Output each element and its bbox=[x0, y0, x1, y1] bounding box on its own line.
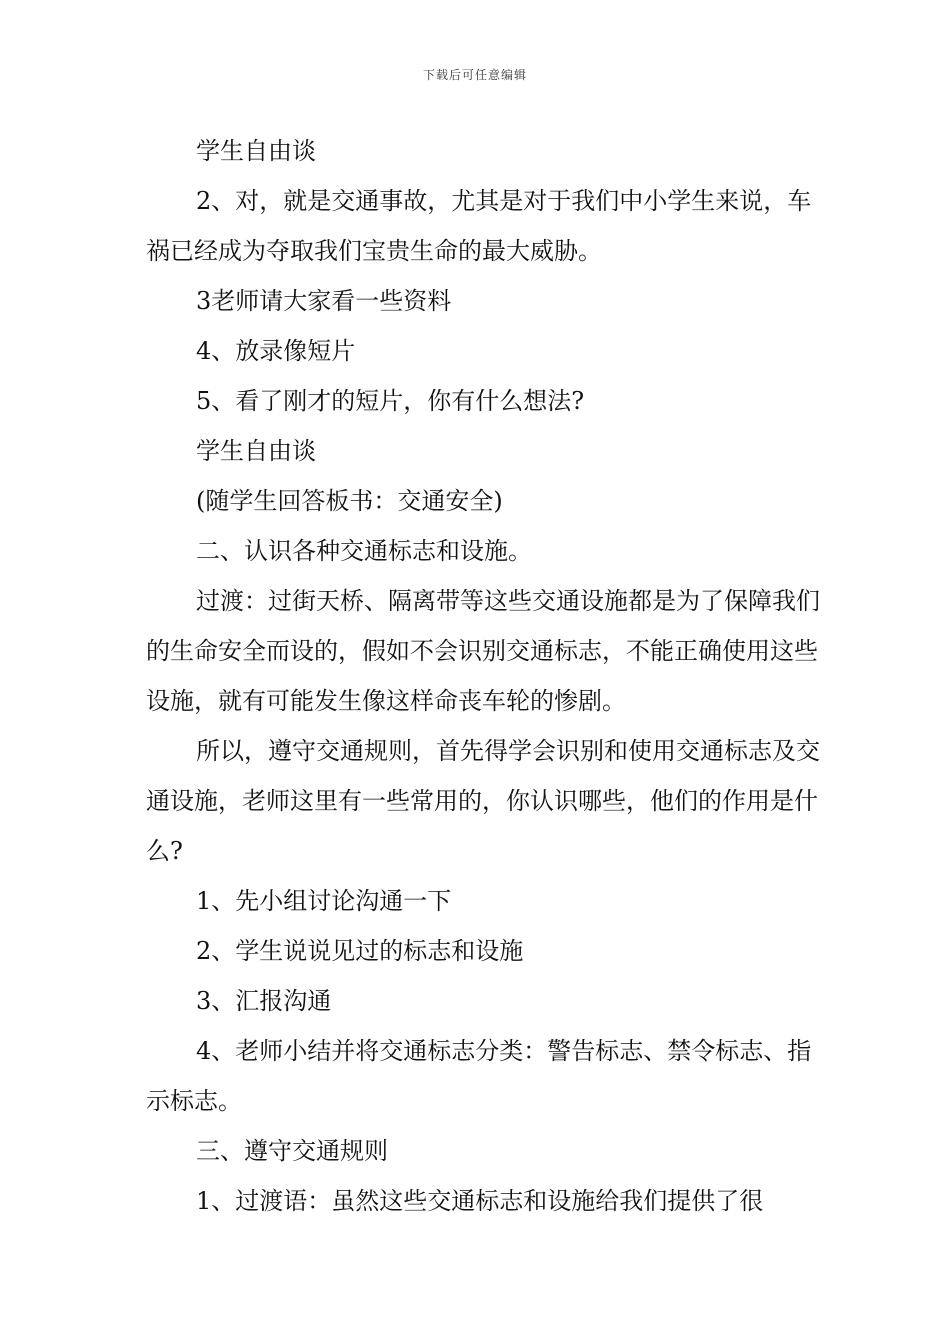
document-body bbox=[146, 126, 826, 1226]
paragraph: 2、学生说说见过的标志和设施 bbox=[196, 937, 524, 965]
paragraph: 学生自由谈 bbox=[196, 437, 316, 465]
paragraph: 4、老师小结并将交通标志分类：警告标志、禁令标志、指示标志。 bbox=[146, 1037, 812, 1115]
paragraph: 5、看了刚才的短片，你有什么想法? bbox=[196, 387, 585, 415]
paragraph: 1、先小组讨论沟通一下 bbox=[196, 887, 452, 915]
section-heading: 二、认识各种交通标志和设施。 bbox=[196, 537, 532, 565]
page-header: 下载后可任意编辑 bbox=[422, 68, 527, 82]
paragraph: 过渡：过街天桥、隔离带等这些交通设施都是为了保障我们的生命安全而设的，假如不会识别交通标志，不能正确使用这些设施，就有可能发生像这样命丧车轮的惨剧。 bbox=[146, 587, 820, 715]
paragraph: (随学生回答板书：交通安全) bbox=[196, 487, 503, 515]
paragraph: 3老师请大家看一些资料 bbox=[196, 287, 452, 315]
paragraph: 3、汇报沟通 bbox=[196, 987, 332, 1015]
paragraph: 4、放录像短片 bbox=[196, 337, 356, 365]
paragraph: 所以，遵守交通规则，首先得学会识别和使用交通标志及交通设施，老师这里有一些常用的，你认识哪些，他们的作用是什么? bbox=[146, 737, 820, 865]
paragraph: 2、对，就是交通事故，尤其是对于我们中小学生来说，车祸已经成为夺取我们宝贵生命的最大威胁。 bbox=[146, 187, 812, 265]
paragraph: 学生自由谈 bbox=[196, 137, 316, 165]
section-heading: 三、遵守交通规则 bbox=[196, 1137, 388, 1165]
paragraph: 1、过渡语：虽然这些交通标志和设施给我们提供了很 bbox=[196, 1187, 764, 1215]
